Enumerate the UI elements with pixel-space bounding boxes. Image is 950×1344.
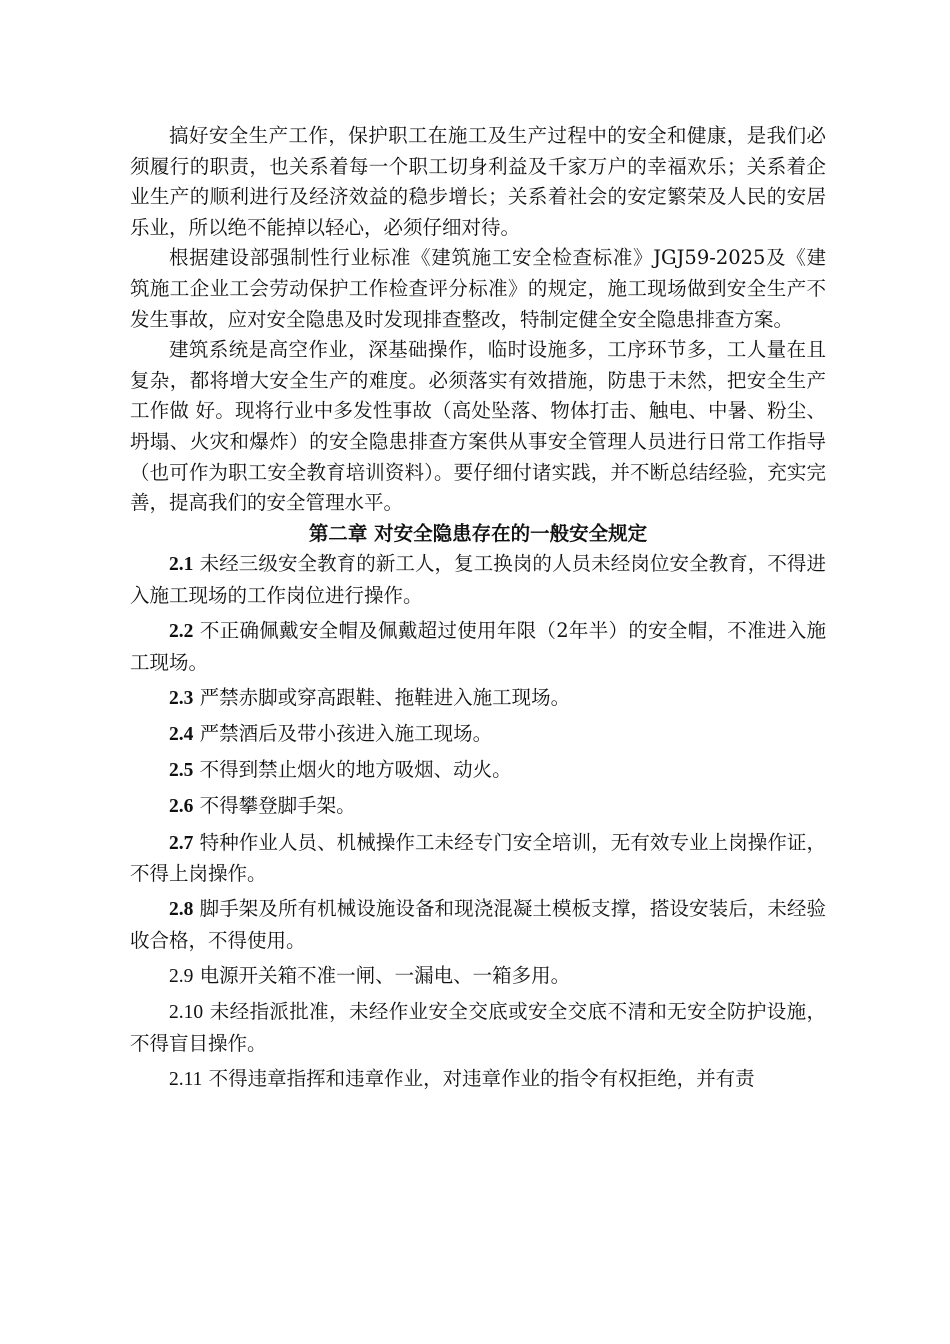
rule-text: 特种作业人员、机械操作工未经专门安全培训，无有效专业上岗操作证，不得上岗操作。 bbox=[130, 830, 826, 886]
rule-item bbox=[130, 719, 826, 751]
rule-text: 不得攀登脚手架。 bbox=[193, 794, 356, 818]
rule-item bbox=[130, 1064, 826, 1096]
rule-text: 严禁赤脚或穿高跟鞋、拖鞋进入施工现场。 bbox=[193, 685, 571, 709]
rule-text: 不得到禁止烟火的地方吸烟、动火。 bbox=[193, 758, 512, 782]
rule-item bbox=[130, 894, 826, 956]
rule-number: 2.11 bbox=[169, 1069, 203, 1091]
intro-paragraph-3: 建筑系统是高空作业，深基础操作，临时设施多，工序环节多，工人量在且复杂，都将增大安全生产的难度。必须落实有效措施，防患于未然，把安全生产工作做 好。现将行业中多发性事故（高处坠落、物体打击、触电、中暑、粉尘、坍塌、火灾和爆炸）的安全隐患排查方案供从事安全管理人员进行日常工作指导（也可作为职工安全教育培训资料）。要仔细付诸实践，并不断总结经验，充实完善，提高我们的安全管理水平。 bbox=[130, 338, 826, 515]
rule-item bbox=[130, 616, 826, 678]
intro-paragraph-1: 搞好安全生产工作，保护职工在施工及生产过程中的安全和健康，是我们必须履行的职责，也关系着每一个职工切身利益及千家万户的幸福欢乐；关系着企业生产的顺利进行及经济效益的稳步增长；关系着社会的安定繁荣及人民的安居乐业，所以绝不能掉以轻心，必须仔细对待。 bbox=[130, 124, 826, 239]
rule-number: 2.6 bbox=[169, 796, 194, 818]
rule-number: 2.7 bbox=[169, 832, 194, 854]
rule-item bbox=[130, 549, 826, 611]
rule-item bbox=[130, 683, 826, 715]
rule-number: 2.2 bbox=[169, 621, 194, 643]
chapter-title: 第二章 对安全隐患存在的一般安全规定 bbox=[308, 521, 648, 545]
rule-text: 电源开关箱不准一闸、一漏电、一箱多用。 bbox=[193, 964, 571, 988]
rule-number: 2.3 bbox=[169, 687, 194, 709]
rule-number: 2.5 bbox=[169, 760, 194, 782]
rule-item bbox=[130, 828, 826, 890]
intro-paragraph-2: 根据建设部强制性行业标准《建筑施工安全检查标准》JGJ59-2025及《建筑施工企业工会劳动保护工作检查评分标准》的规定，施工现场做到安全生产不发生事故，应对安全隐患及时发现排查整改，特制定健全安全隐患排查方案。 bbox=[130, 246, 826, 331]
page-content bbox=[130, 121, 826, 1096]
rule-text: 不正确佩戴安全帽及佩戴超过使用年限（2年半）的安全帽，不准进入施工现场。 bbox=[130, 619, 826, 674]
rule-number: 2.10 bbox=[169, 1002, 204, 1024]
rule-number: 2.9 bbox=[169, 966, 194, 988]
rule-text: 未经指派批准，未经作业安全交底或安全交底不清和无安全防护设施，不得盲目操作。 bbox=[130, 1000, 826, 1055]
rule-number: 2.4 bbox=[169, 724, 194, 746]
rule-item bbox=[130, 997, 826, 1059]
rule-text: 不得违章指挥和违章作业，对违章作业的指令有权拒绝，并有责 bbox=[202, 1067, 755, 1091]
rule-item bbox=[130, 791, 826, 823]
rule-text: 脚手架及所有机械设施设备和现浇混凝土模板支撑，搭设安装后，未经验收合格，不得使用。 bbox=[130, 897, 826, 952]
rule-number: 2.8 bbox=[169, 899, 194, 921]
rule-item bbox=[130, 961, 826, 993]
rule-text: 未经三级安全教育的新工人，复工换岗的人员未经岗位安全教育，不得进入施工现场的工作岗位进行操作。 bbox=[130, 552, 826, 607]
rule-text: 严禁酒后及带小孩进入施工现场。 bbox=[193, 722, 493, 746]
rule-number: 2.1 bbox=[169, 554, 194, 576]
rule-item bbox=[130, 755, 826, 787]
